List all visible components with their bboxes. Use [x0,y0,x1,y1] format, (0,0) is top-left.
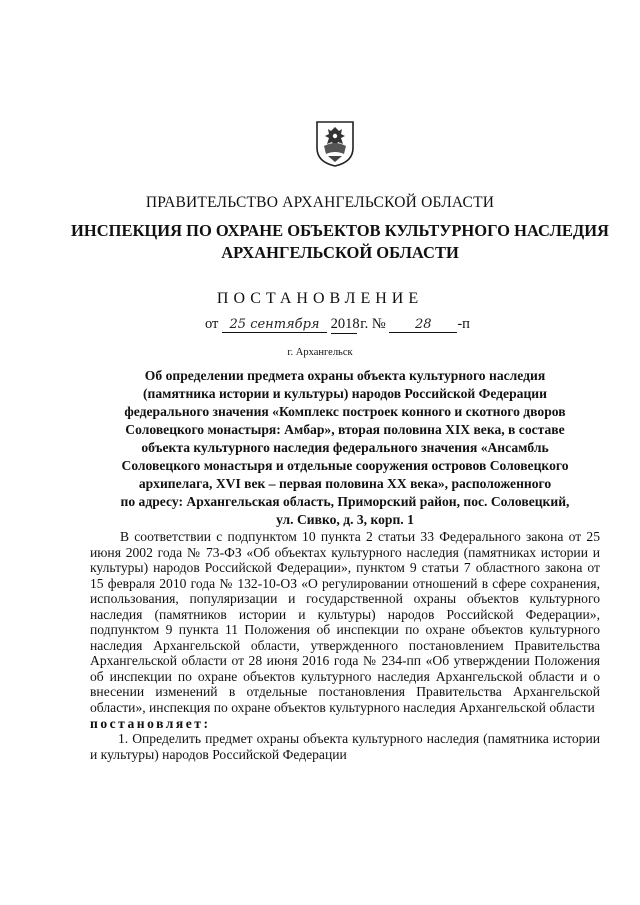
city: г. Архангельск [287,347,353,358]
preamble-paragraph: В соответствии с подпунктом 10 пункта 2 статьи 33 Федерального закона от 25 июня 2002 года № 73-ФЗ «Об объектах культурного наследия (памятниках истории и культуры) народов Российской Федерации», пунктом 9 статьи 7 областного закона от 15 февраля 2010 года № 132-10-ОЗ «О регулировании отношений в сфере сохранения, использования, популяризации и государственной охраны объектов культурного наследия (памятников истории и культуры) народов Российской Федерации», подпунктом 9 пункта 11 Положения об инспекции по охране объектов культурного наследия Архангельской области, утвержденного постановлением Правительства Архангельской области от 28 июня 2016 года № 234-пп «Об утверждении Положения об инспекции по охране объектов культурного наследия Архангельской области и о внесении изменений в отдельные постановления Правительства Архангельской области», инспекция по охране объектов культурного наследия Архангельской области [90,529,600,716]
subject-line: объекта культурного наследия федерального значения «Ансамбль [141,440,549,455]
subject-line: архипелага, XVI век – первая половина XX века», расположенного [138,476,552,491]
decree-word: постановляет: [90,715,211,731]
subject-line: Об определении предмета охраны объекта культурного наследия [144,368,546,383]
document-type-title: ПОСТАНОВЛЕНИЕ [216,290,424,307]
inspection-name-line2: АРХАНГЕЛЬСКОЙ ОБЛАСТИ [221,243,459,262]
inspection-name-line1: ИНСПЕКЦИЯ ПО ОХРАНЕ ОБЪЕКТОВ КУЛЬТУРНОГО НАСЛЕДИЯ [71,221,609,240]
date-prefix: от [205,316,219,332]
number-suffix: -п [457,316,470,332]
date-number-line [205,316,485,334]
subject-line: по адресу: Архангельская область, Приморский район, пос. Соловецкий, [120,494,570,509]
subject-line: ул. Сивко, д. 3, корп. 1 [276,512,414,527]
year: 2018 [330,316,360,332]
subject-line: Соловецкого монастыря и отдельные сооружения островов Соловецкого [121,458,569,473]
year-suffix: г. № [360,316,386,332]
item-1-paragraph: 1. Определить предмет охраны объекта культурного наследия (памятника истории и культуры) народов Российской Федерации [90,731,600,762]
inspection-name [70,220,610,264]
resolution-body [90,529,600,762]
coat-of-arms-icon [314,118,356,168]
subject-line: федерального значения «Комплекс построек конного и скотного дворов [124,404,566,419]
handwritten-date: 25 сентября [222,317,327,333]
subject-line: (памятника истории и культуры) народов Российской Федерации [143,386,547,401]
resolution-subject [80,367,610,529]
government-name: ПРАВИТЕЛЬСТВО АРХАНГЕЛЬСКОЙ ОБЛАСТИ [145,194,495,211]
subject-line: Соловецкого монастыря: Амбар», вторая половина XIX века, в составе [125,422,565,437]
handwritten-number: 28 [389,317,457,333]
